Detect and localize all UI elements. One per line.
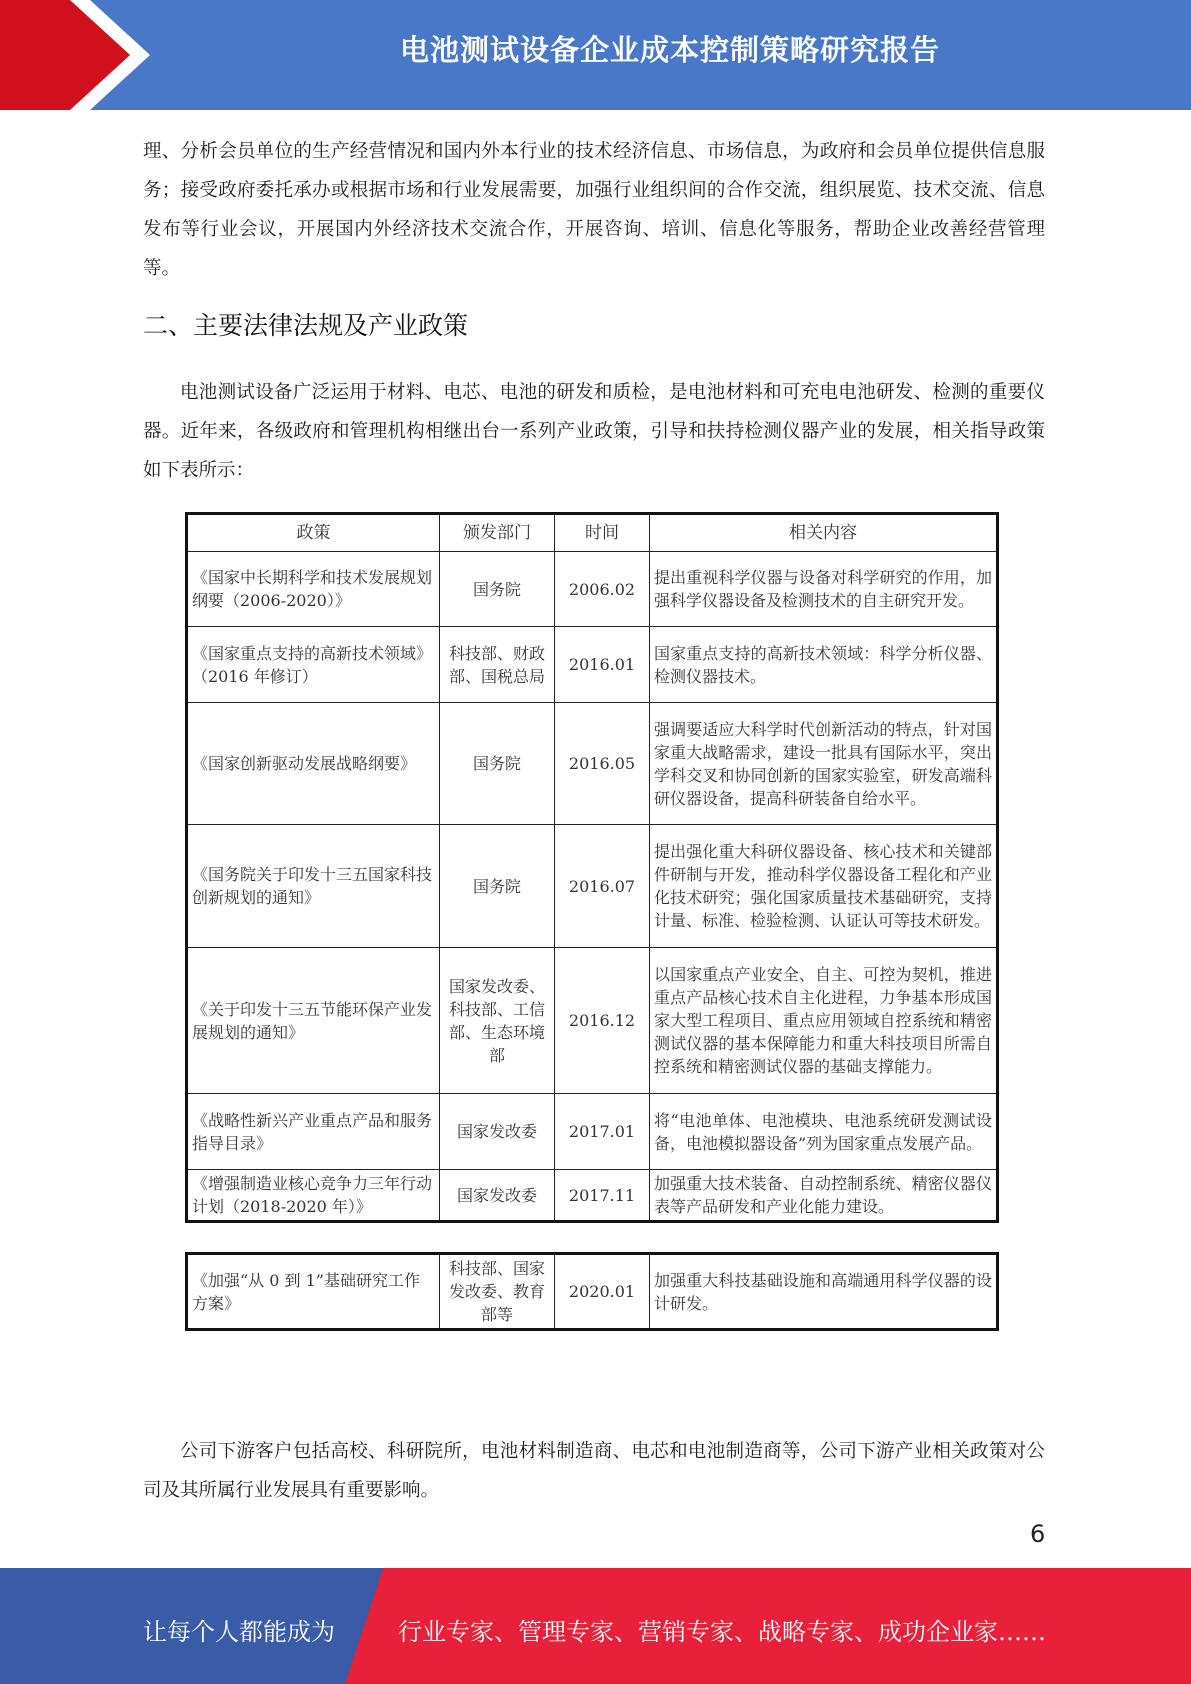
- cell-policy: 《国家创新驱动发展战略纲要》: [187, 703, 440, 825]
- cell-policy: 《关于印发十三五节能环保产业发展规划的通知》: [187, 948, 440, 1094]
- cell-time: 2016.05: [555, 703, 650, 825]
- header-dept: 颁发部门: [440, 514, 555, 552]
- table-row: [187, 627, 998, 703]
- footer-slogan-right: 行业专家、管理专家、营销专家、战略专家、成功企业家……: [398, 1618, 1046, 1646]
- table-row: [187, 825, 998, 948]
- cell-content: 强调要适应大科学时代创新活动的特点，针对国家重大战略需求，建设一批具有国际水平，突出学科交叉和协同创新的国家实验室，研发高端科研仪器设备，提高科研装备自给水平。: [650, 703, 998, 825]
- header-time: 时间: [555, 514, 650, 552]
- cell-dept: 科技部、国家发改委、教育部等: [440, 1254, 555, 1330]
- cell-content: 提出重视科学仪器与设备对科学研究的作用，加强科学仪器设备及检测技术的自主研究开发。: [650, 552, 998, 627]
- cell-time: 2017.01: [555, 1094, 650, 1170]
- header-arrow-decoration: [0, 0, 160, 110]
- table-row: [187, 1094, 998, 1170]
- cell-policy: 《国家中长期科学和技术发展规划纲要（2006-2020）》: [187, 552, 440, 627]
- header-content: 相关内容: [650, 514, 998, 552]
- table-header-row: [187, 514, 998, 552]
- cell-policy: 《国家重点支持的高新技术领域》（2016 年修订）: [187, 627, 440, 703]
- page-number: 6: [1030, 1520, 1046, 1548]
- section-paragraph: 电池测试设备广泛运用于材料、电芯、电池的研发和质检，是电池材料和可充电电池研发、检测的重要仪器。近年来，各级政府和管理机构相继出台一系列产业政策，引导和扶持检测仪器产业的发展，相关指导政策如下表所示：: [143, 382, 1045, 481]
- cell-dept: 科技部、财政部、国税总局: [440, 627, 555, 703]
- page-header: [0, 0, 1191, 110]
- cell-time: 2006.02: [555, 552, 650, 627]
- table-row: [187, 1170, 998, 1222]
- cell-time: 2016.01: [555, 627, 650, 703]
- intro-paragraph: 理、分析会员单位的生产经营情况和国内外本行业的技术经济信息、市场信息，为政府和会员单位提供信息服务；接受政府委托承办或根据市场和行业发展需要，加强行业组织间的合作交流，组织展览、技术交流、信息发布等行业会议，开展国内外经济技术交流合作，开展咨询、培训、信息化等服务，帮助企业改善经营管理等。: [143, 141, 1045, 279]
- cell-dept: 国务院: [440, 552, 555, 627]
- header-policy: 政策: [187, 514, 440, 552]
- cell-time: 2016.12: [555, 948, 650, 1094]
- table-row: [187, 703, 998, 825]
- cell-content: 提出强化重大科研仪器设备、核心技术和关键部件研制与开发，推动科学仪器设备工程化和产业化技术研究；强化国家质量技术基础研究，支持计量、标准、检验检测、认证认可等技术研发。: [650, 825, 998, 948]
- cell-time: 2020.01: [555, 1254, 650, 1330]
- cell-dept: 国家发改委: [440, 1170, 555, 1222]
- cell-time: 2016.07: [555, 825, 650, 948]
- closing-paragraph: 公司下游客户包括高校、科研院所，电池材料制造商、电芯和电池制造商等，公司下游产业相关政策对公司及其所属行业发展具有重要影响。: [143, 1441, 1045, 1501]
- cell-content: 以国家重点产业安全、自主、可控为契机，推进重点产品核心技术自主化进程，力争基本形成国家大型工程项目、重点应用领域自控系统和精密测试仪器的基本保障能力和重大科技项目所需自控系统和精密测试仪器的基础支撑能力。: [650, 948, 998, 1094]
- cell-dept: 国务院: [440, 703, 555, 825]
- cell-time: 2017.11: [555, 1170, 650, 1222]
- cell-content: 加强重大科技基础设施和高端通用科学仪器的设计研发。: [650, 1254, 998, 1330]
- cell-content: 加强重大技术装备、自动控制系统、精密仪器仪表等产品研发和产业化能力建设。: [650, 1170, 998, 1222]
- cell-dept: 国家发改委: [440, 1094, 555, 1170]
- cell-content: 将“电池单体、电池模块、电池系统研发测试设备，电池模拟器设备”列为国家重点发展产品。: [650, 1094, 998, 1170]
- cell-policy: 《战略性新兴产业重点产品和服务指导目录》: [187, 1094, 440, 1170]
- cell-policy: 《国务院关于印发十三五国家科技创新规划的通知》: [187, 825, 440, 948]
- cell-content: 国家重点支持的高新技术领域：科学分析仪器、检测仪器技术。: [650, 627, 998, 703]
- report-title: 电池测试设备企业成本控制策略研究报告: [399, 33, 940, 67]
- table-row: [187, 1254, 998, 1330]
- policy-table-continued: [185, 1252, 999, 1331]
- cell-dept: 国务院: [440, 825, 555, 948]
- section-heading: 二、主要法律法规及产业政策: [143, 311, 469, 340]
- table-row: [187, 552, 998, 627]
- policy-table: [185, 512, 999, 1223]
- cell-dept: 国家发改委、科技部、工信部、生态环境部: [440, 948, 555, 1094]
- table-row: [187, 948, 998, 1094]
- cell-policy: 《加强“从 0 到 1”基础研究工作方案》: [187, 1254, 440, 1330]
- cell-policy: 《增强制造业核心竞争力三年行动计划（2018-2020 年）》: [187, 1170, 440, 1222]
- footer-slogan-left: 让每个人都能成为: [143, 1618, 335, 1646]
